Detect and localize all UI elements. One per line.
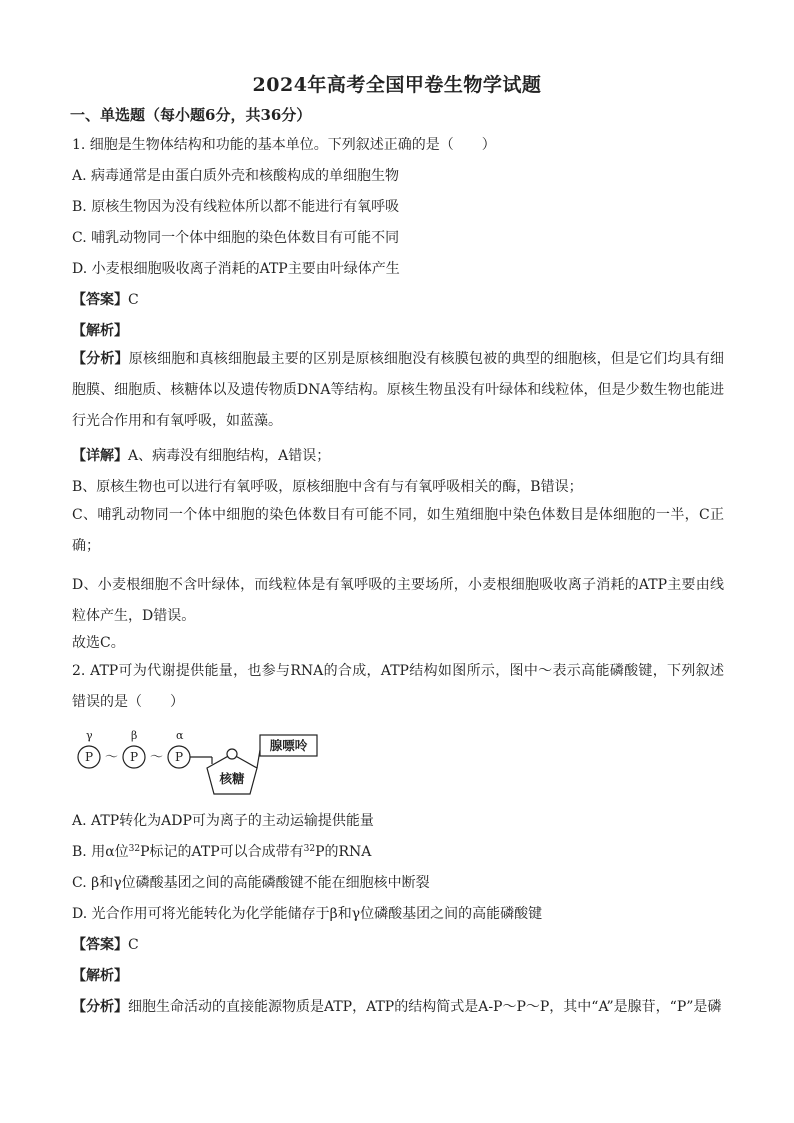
adenine-label: 腺嘌呤 [269, 738, 308, 753]
phosphate-alpha-label: P [174, 750, 184, 764]
atp-structure-diagram [72, 728, 332, 800]
q1-option-c: C. 哺乳动物同一个体中细胞的染色体数目有可能不同 [72, 230, 400, 246]
q2-answer-value: C [128, 937, 139, 953]
q1-detail-c: C、哺乳动物同一个体中细胞的染色体数目有可能不同，如生殖细胞中染色体数目是体细胞的一半，C正确； [72, 507, 724, 554]
q1-explain-label [72, 320, 128, 340]
q2-option-b-sup2: 32 [303, 844, 316, 854]
q2-analysis-text: 细胞生命活动的直接能源物质是ATP，ATP的结构简式是A-P～P～P，其中“A”是腺苷，“P”是磷 [128, 999, 722, 1015]
q2-option-b [72, 841, 371, 861]
q2-option-c: C. β和γ位磷酸基团之间的高能磷酸键不能在细胞核中断裂 [72, 875, 430, 891]
q2-option-d: D. 光合作用可将光能转化为化学能储存于β和γ位磷酸基团之间的高能磷酸键 [72, 906, 543, 922]
q1-answer-value: C [128, 292, 139, 308]
q2-option-b-mid: P标记的ATP可以合成带有 [140, 844, 304, 860]
q1-detail-a-text: A、病毒没有细胞结构，A错误； [128, 448, 331, 464]
phosphate-beta-label: P [129, 750, 139, 764]
q1-explain-tag: 【解析】 [72, 323, 128, 339]
q1-analysis-tag: 【分析】 [72, 351, 129, 367]
section-heading: 一、单选题（每小题6分，共36分） [70, 106, 312, 124]
q2-option-b-sup: 32 [128, 844, 141, 854]
q1-analysis [72, 344, 724, 437]
phosphate-gamma-label: P [84, 750, 94, 764]
q1-option-a: A. 病毒通常是由蛋白质外壳和核酸构成的单细胞生物 [72, 168, 400, 184]
q2-explain-label [72, 965, 128, 985]
q2-explain-tag: 【解析】 [72, 968, 128, 984]
beta-label: β [131, 729, 138, 742]
ring-oxygen-circle [227, 749, 237, 759]
q1-answer-tag: 【答案】 [72, 292, 128, 308]
q1-conclusion: 故选C。 [72, 635, 125, 651]
alpha-label: α [176, 729, 184, 742]
q1-analysis-text: 原核细胞和真核细胞最主要的区别是原核细胞没有核膜包被的典型的细胞核，但是它们均具有细胞膜、细胞质、核糖体以及遗传物质DNA等结构。原核生物虽没有叶绿体和线粒体，但是少数生物也能进行光合作用和有氧呼吸，如蓝藻。 [72, 351, 725, 429]
q2-option-b-pre: B. 用α位 [72, 844, 129, 860]
q2-analysis-tag: 【分析】 [72, 999, 128, 1015]
bond-gamma-beta: ～ [104, 750, 119, 765]
bond-beta-alpha: ～ [149, 750, 164, 765]
page-title: 2024年高考全国甲卷生物学试题 [252, 74, 542, 96]
q2-stem: 2. ATP可为代谢提供能量，也参与RNA的合成，ATP结构如图所示，图中～表示高能磷酸键，下列叙述错误的是（ ） [72, 663, 724, 710]
q1-detail-tag: 【详解】 [72, 448, 128, 464]
q1-option-b: B. 原核生物因为没有线粒体所以都不能进行有氧呼吸 [72, 199, 400, 215]
q1-detail-a [72, 445, 330, 465]
q2-answer-tag: 【答案】 [72, 937, 128, 953]
q1-detail-b: B、原核生物也可以进行有氧呼吸，原核细胞中含有与有氧呼吸相关的酶，B错误； [72, 479, 583, 495]
gamma-label: γ [86, 729, 93, 742]
q2-answer [72, 934, 139, 954]
q1-detail-d: D、小麦根细胞不含叶绿体，而线粒体是有氧呼吸的主要场所，小麦根细胞吸收离子消耗的ATP主要由线粒体产生，D错误。 [72, 577, 724, 624]
q2-analysis [72, 996, 721, 1016]
q2-option-b-post: P的RNA [315, 844, 372, 860]
q1-stem: 1. 细胞是生物体结构和功能的基本单位。下列叙述正确的是（ ） [72, 137, 496, 153]
q1-option-d: D. 小麦根细胞吸收离子消耗的ATP主要由叶绿体产生 [72, 261, 400, 277]
q1-answer [72, 289, 139, 309]
ribose-label: 核糖 [219, 771, 245, 786]
q2-option-a: A. ATP转化为ADP可为离子的主动运输提供能量 [72, 813, 374, 829]
